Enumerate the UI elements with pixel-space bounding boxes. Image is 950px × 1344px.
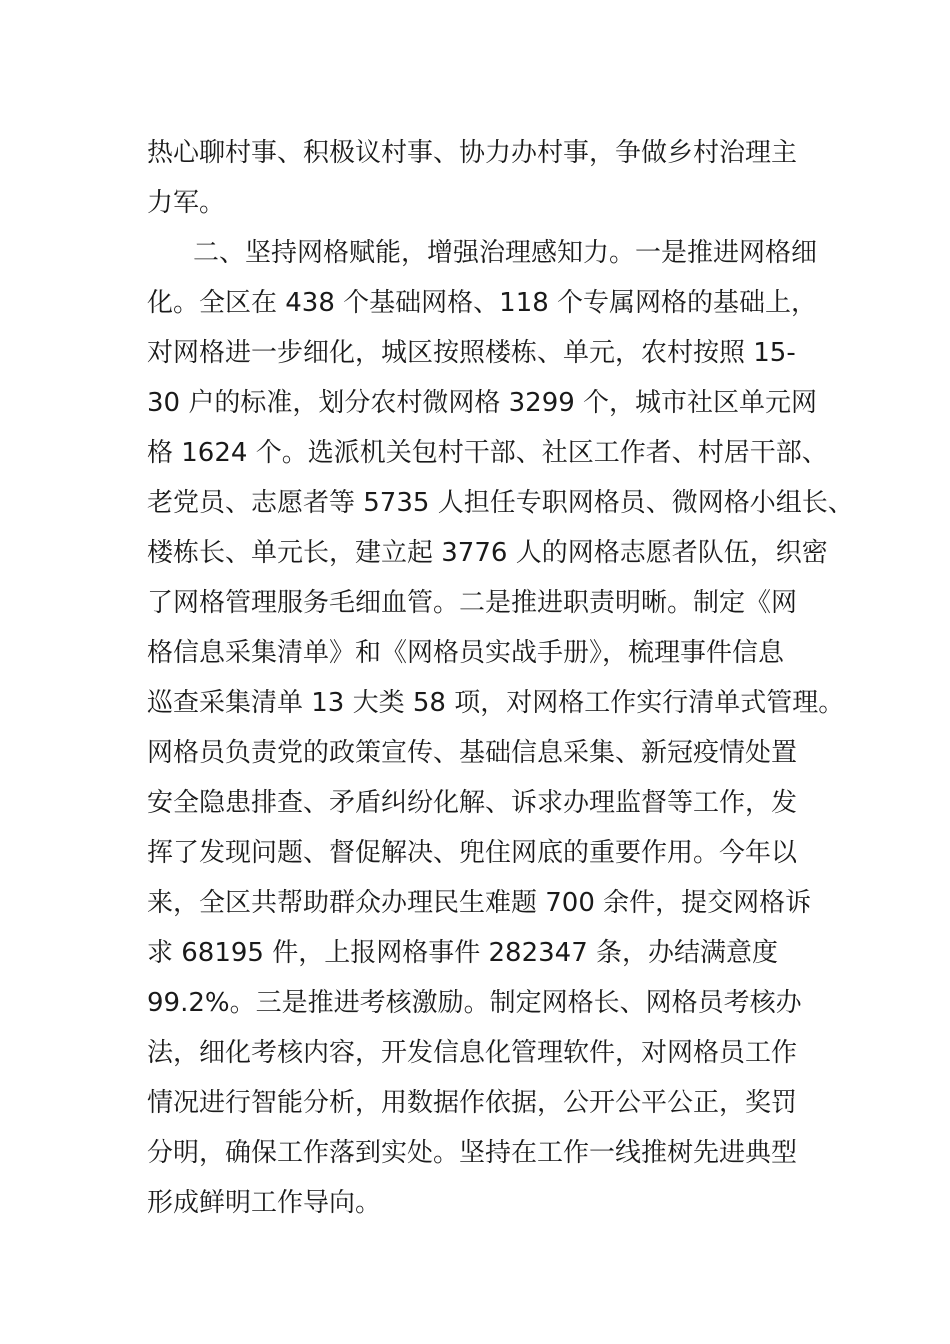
text-line: 法，细化考核内容，开发信息化管理软件，对网格员工作 xyxy=(147,1038,798,1068)
text-line: 安全隐患排查、矛盾纠纷化解、诉求办理监督等工作，发 xyxy=(147,788,798,818)
text-line: 对网格进一步细化，城区按照楼栋、单元，农村按照 15- xyxy=(147,338,796,368)
text-line: 格 1624 个。选派机关包村干部、社区工作者、村居干部、 xyxy=(147,438,828,468)
text-line: 巡查采集清单 13 大类 58 项，对网格工作实行清单式管理。 xyxy=(147,688,845,718)
text-line: 老党员、志愿者等 5735 人担任专职网格员、微网格小组长、 xyxy=(147,488,854,518)
text-line: 分明，确保工作落到实处。坚持在工作一线推树先进典型 xyxy=(147,1138,798,1168)
text-line: 99.2%。三是推进考核激励。制定网格长、网格员考核办 xyxy=(147,988,802,1018)
text-line: 30 户的标准，划分农村微网格 3299 个，城市社区单元网 xyxy=(147,388,818,418)
section-heading-line: 二、坚持网格赋能，增强治理感知力。一是推进网格细 xyxy=(193,238,818,268)
text-line: 力军。 xyxy=(147,188,226,218)
text-line: 楼栋长、单元长，建立起 3776 人的网格志愿者队伍，织密 xyxy=(147,538,828,568)
text-line: 挥了发现问题、督促解决、兜住网底的重要作用。今年以 xyxy=(147,838,798,868)
body-text xyxy=(147,128,854,1228)
text-line: 形成鲜明工作导向。 xyxy=(147,1188,382,1218)
text-line: 情况进行智能分析，用数据作依据，公开公平公正，奖罚 xyxy=(147,1088,798,1118)
text-line: 化。全区在 438 个基础网格、118 个专属网格的基础上， xyxy=(147,288,818,318)
text-line: 网格员负责党的政策宣传、基础信息采集、新冠疫情处置 xyxy=(147,738,798,768)
text-line: 热心聊村事、积极议村事、协力办村事，争做乡村治理主 xyxy=(147,138,798,168)
text-line: 了网格管理服务毛细血管。二是推进职责明晰。制定《网 xyxy=(147,588,798,618)
text-line: 求 68195 件，上报网格事件 282347 条，办结满意度 xyxy=(147,938,779,968)
text-line: 来，全区共帮助群众办理民生难题 700 余件，提交网格诉 xyxy=(147,888,812,918)
text-line: 格信息采集清单》和《网格员实战手册》，梳理事件信息 xyxy=(147,638,785,668)
